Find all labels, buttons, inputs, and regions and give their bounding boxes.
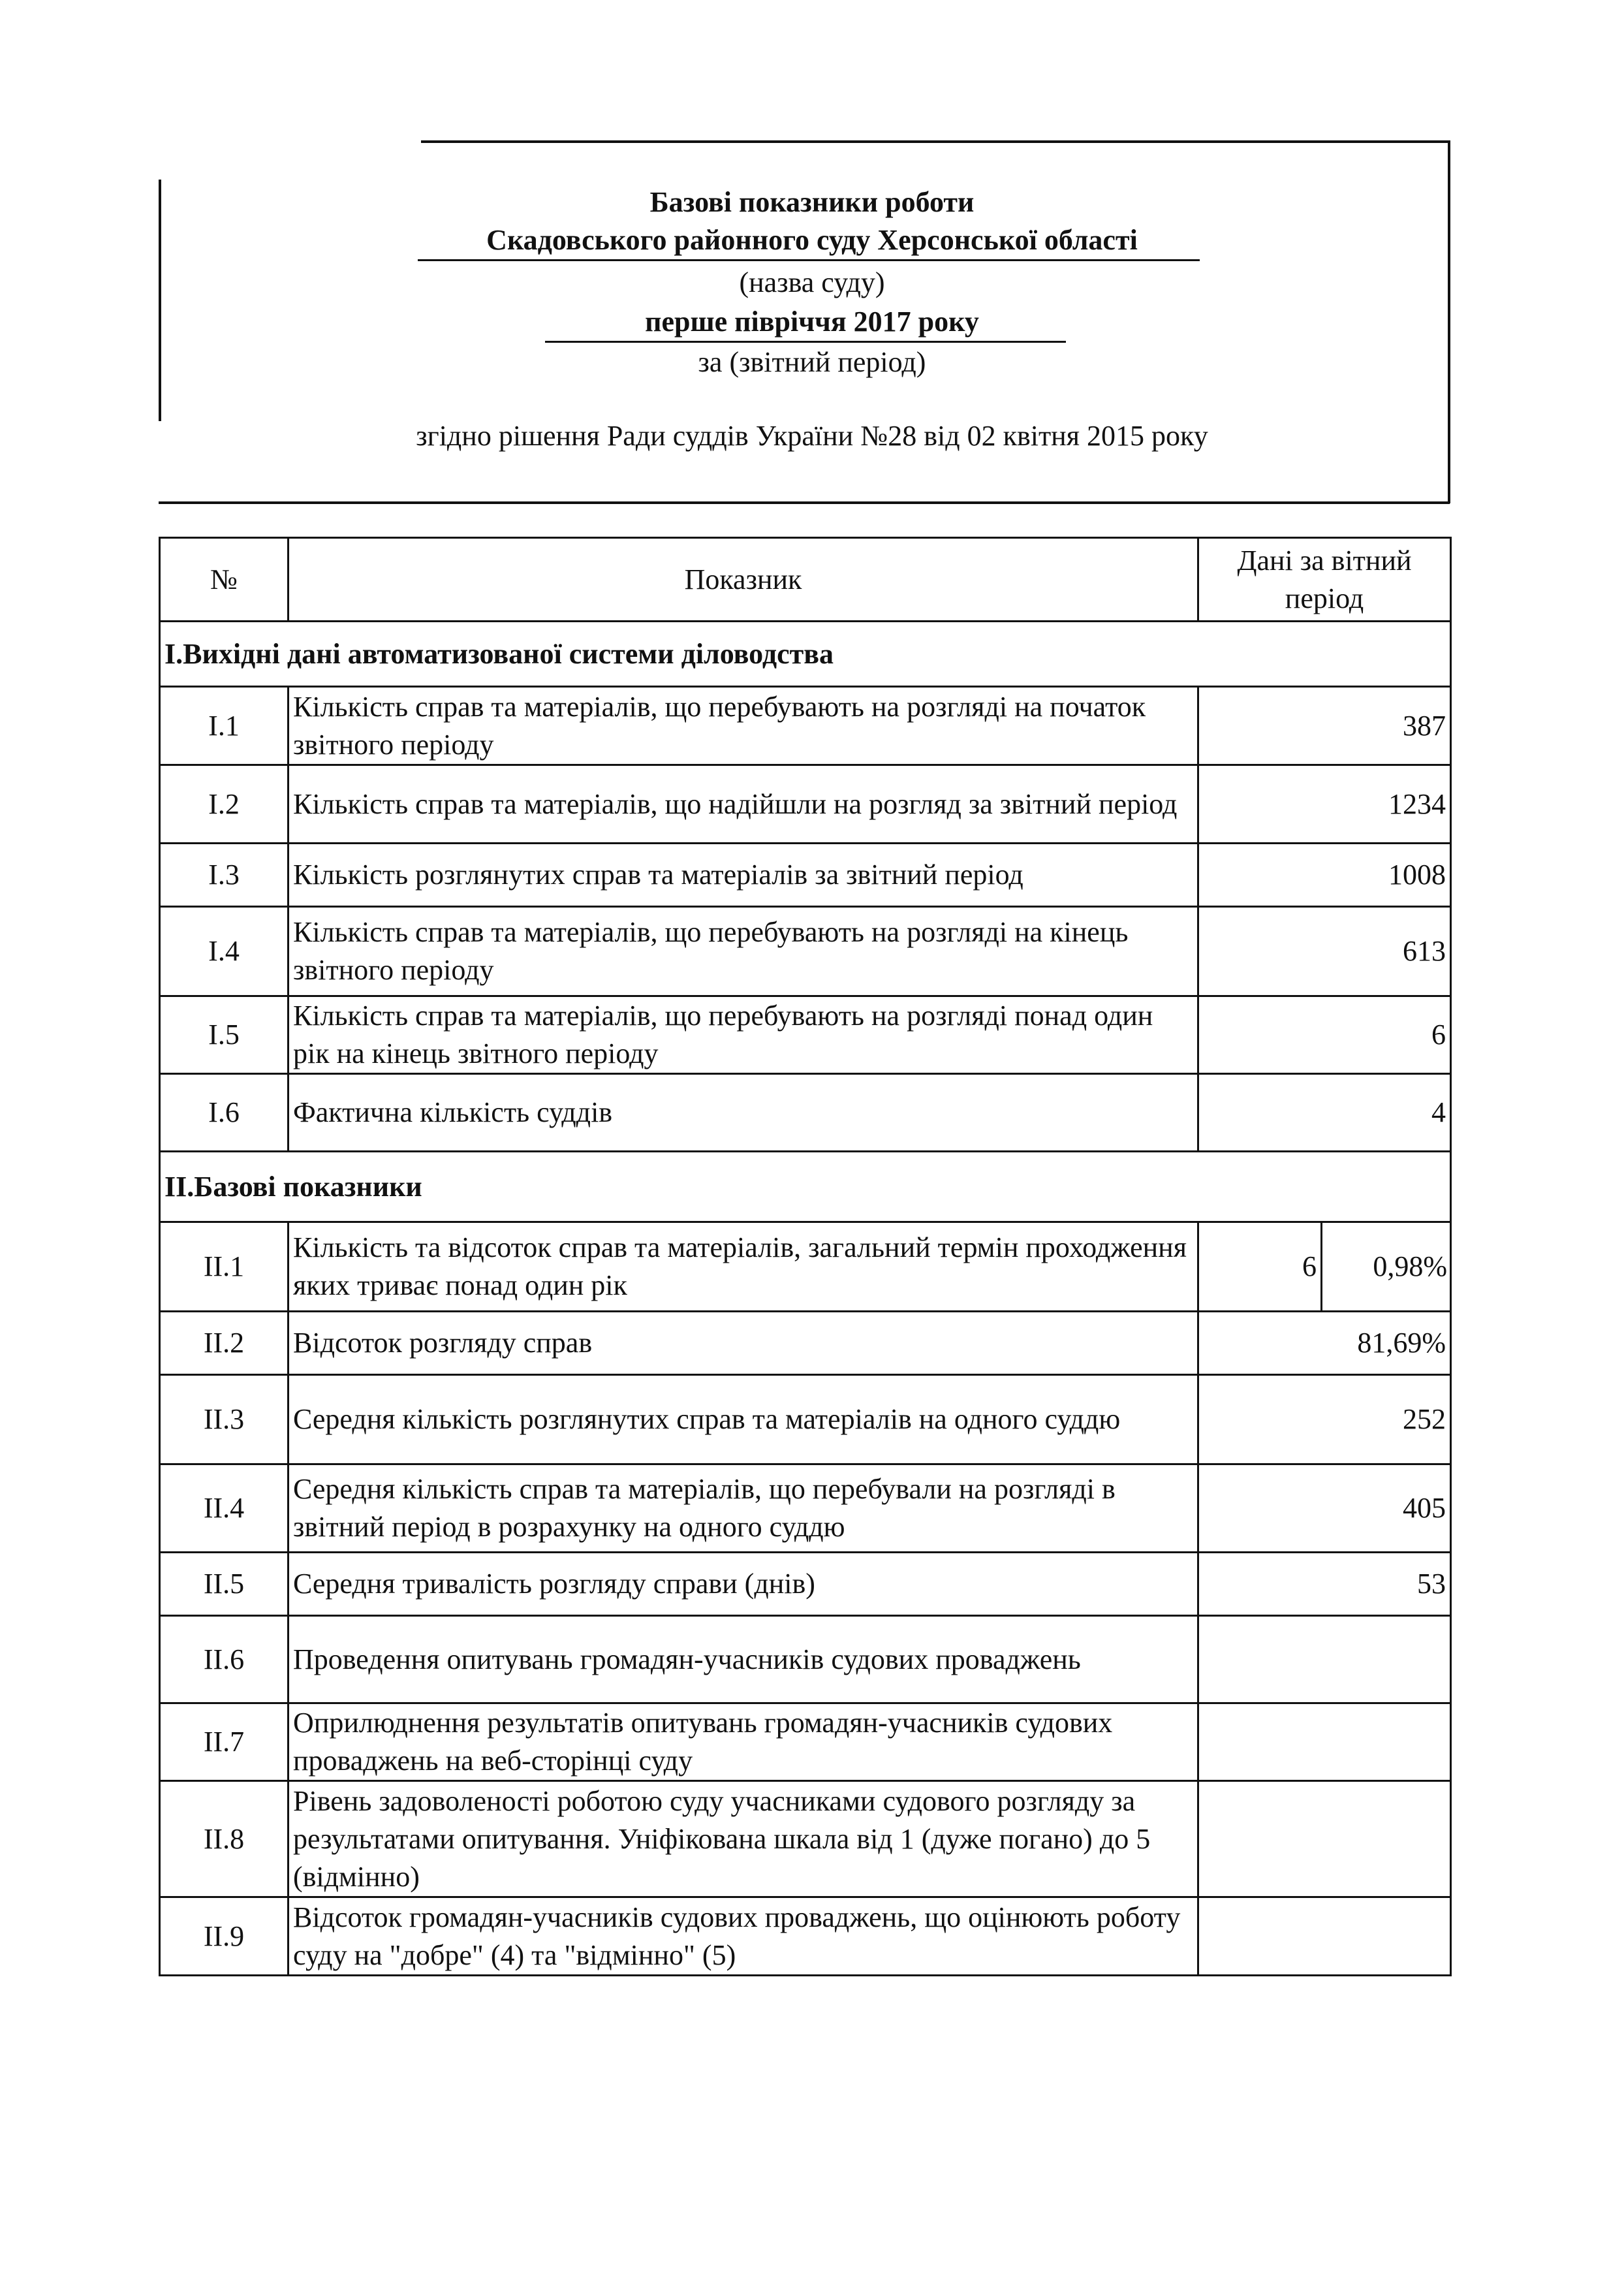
row-value: 405: [1198, 1464, 1451, 1553]
row-value: [1198, 1781, 1451, 1897]
row-no: II.3: [160, 1375, 289, 1464]
row-no: I.4: [160, 907, 289, 996]
row-label: Фактична кількість суддів: [289, 1074, 1198, 1152]
row-value: [1198, 1703, 1451, 1781]
row-value: 53: [1198, 1553, 1451, 1616]
doc-title: Базові показники роботи: [649, 186, 975, 218]
row-value: [1198, 1616, 1451, 1703]
section-row: [160, 622, 1451, 687]
table-row: [160, 1616, 1451, 1703]
table-row: [160, 1781, 1451, 1897]
table-row: [160, 1464, 1451, 1553]
table-row: [160, 1375, 1451, 1464]
row-no: I.5: [160, 996, 289, 1074]
report-period: перше півріччя 2017 року: [645, 306, 979, 338]
table-row: [160, 1222, 1451, 1312]
court-caption: (назва суду): [739, 266, 885, 298]
row-label: Кількість справ та матеріалів, що перебувають на розгляді на початок звітного періоду: [289, 687, 1198, 765]
table-row: [160, 1553, 1451, 1616]
header-frame-top: [421, 140, 1449, 143]
row-value: 81,69%: [1198, 1312, 1451, 1375]
section-row: [160, 1152, 1451, 1222]
row-label: Середня кількість розглянутих справ та матеріалів на одного суддю: [289, 1375, 1198, 1464]
table-row: [160, 844, 1451, 907]
row-label: Рівень задоволеності роботою суду учасниками судового розгляду за результатами опитування. Уніфікована шкала від 1 (дуже погано) до 5 (відмінно): [289, 1781, 1198, 1897]
header-indicator: Показник: [289, 538, 1198, 622]
header-value: Дані за вітний період: [1198, 538, 1451, 622]
row-label: Кількість розглянутих справ та матеріалів за звітний період: [289, 844, 1198, 907]
row-value: 4: [1198, 1074, 1451, 1152]
row-count: 6: [1199, 1223, 1322, 1310]
row-value: 1234: [1198, 765, 1451, 844]
row-no: II.9: [160, 1897, 289, 1976]
header-frame-bottom: [159, 501, 1450, 504]
period-caption: за (звітний період): [698, 346, 926, 378]
table-row: [160, 996, 1451, 1074]
section-1-title: I.Вихідні дані автоматизованої системи діловодства: [160, 622, 1451, 687]
row-value: 613: [1198, 907, 1451, 996]
legal-basis: згідно рішення Ради суддів України №28 від 02 квітня 2015 року: [416, 420, 1208, 452]
row-label: Кількість та відсоток справ та матеріалів, загальний термін проходження яких триває понад один рік: [289, 1222, 1198, 1312]
row-no: II.2: [160, 1312, 289, 1375]
row-no: II.1: [160, 1222, 289, 1312]
section-2-title: II.Базові показники: [160, 1152, 1451, 1222]
table-row: [160, 1312, 1451, 1375]
row-label: Середня тривалість розгляду справи (днів): [289, 1553, 1198, 1616]
row-label: Оприлюднення результатів опитувань громадян-учасників судових проваджень на веб-сторінці суду: [289, 1703, 1198, 1781]
row-percent: 0,98%: [1373, 1250, 1447, 1282]
row-no: I.6: [160, 1074, 289, 1152]
table-header-row: [160, 538, 1451, 622]
row-value: 1008: [1198, 844, 1451, 907]
row-value: 6: [1198, 996, 1451, 1074]
table-row: [160, 687, 1451, 765]
row-label: Середня кількість справ та матеріалів, що перебували на розгляді в звітний період в розрахунку на одного суддю: [289, 1464, 1198, 1553]
court-name: Скадовського районного суду Херсонської області: [486, 224, 1138, 256]
row-no: I.2: [160, 765, 289, 844]
period-underline: [545, 341, 1066, 343]
row-label: Відсоток громадян-учасників судових проваджень, що оцінюють роботу суду на "добре" (4) та "відмінно" (5): [289, 1897, 1198, 1976]
row-label: Відсоток розгляду справ: [289, 1312, 1198, 1375]
court-name-underline: [418, 259, 1200, 261]
row-label: Кількість справ та матеріалів, що перебувають на розгляді понад один рік на кінець звітного періоду: [289, 996, 1198, 1074]
row-label: Кількість справ та матеріалів, що перебувають на розгляді на кінець звітного періоду: [289, 907, 1198, 996]
row-value: 252: [1198, 1375, 1451, 1464]
row-value: 387: [1198, 687, 1451, 765]
row-label: Кількість справ та матеріалів, що надійшли на розгляд за звітний період: [289, 765, 1198, 844]
row-no: II.4: [160, 1464, 289, 1553]
table-row: [160, 1703, 1451, 1781]
row-no: II.8: [160, 1781, 289, 1897]
header-no: №: [160, 538, 289, 622]
row-value-split: [1198, 1222, 1451, 1312]
table-row: [160, 1897, 1451, 1976]
row-value: [1198, 1897, 1451, 1976]
table-row: [160, 765, 1451, 844]
indicators-table: [159, 537, 1452, 1976]
table-row: [160, 1074, 1451, 1152]
row-no: I.3: [160, 844, 289, 907]
row-no: II.7: [160, 1703, 289, 1781]
row-label: Проведення опитувань громадян-учасників судових проваджень: [289, 1616, 1198, 1703]
table-row: [160, 907, 1451, 996]
row-no: I.1: [160, 687, 289, 765]
row-no: II.6: [160, 1616, 289, 1703]
row-no: II.5: [160, 1553, 289, 1616]
